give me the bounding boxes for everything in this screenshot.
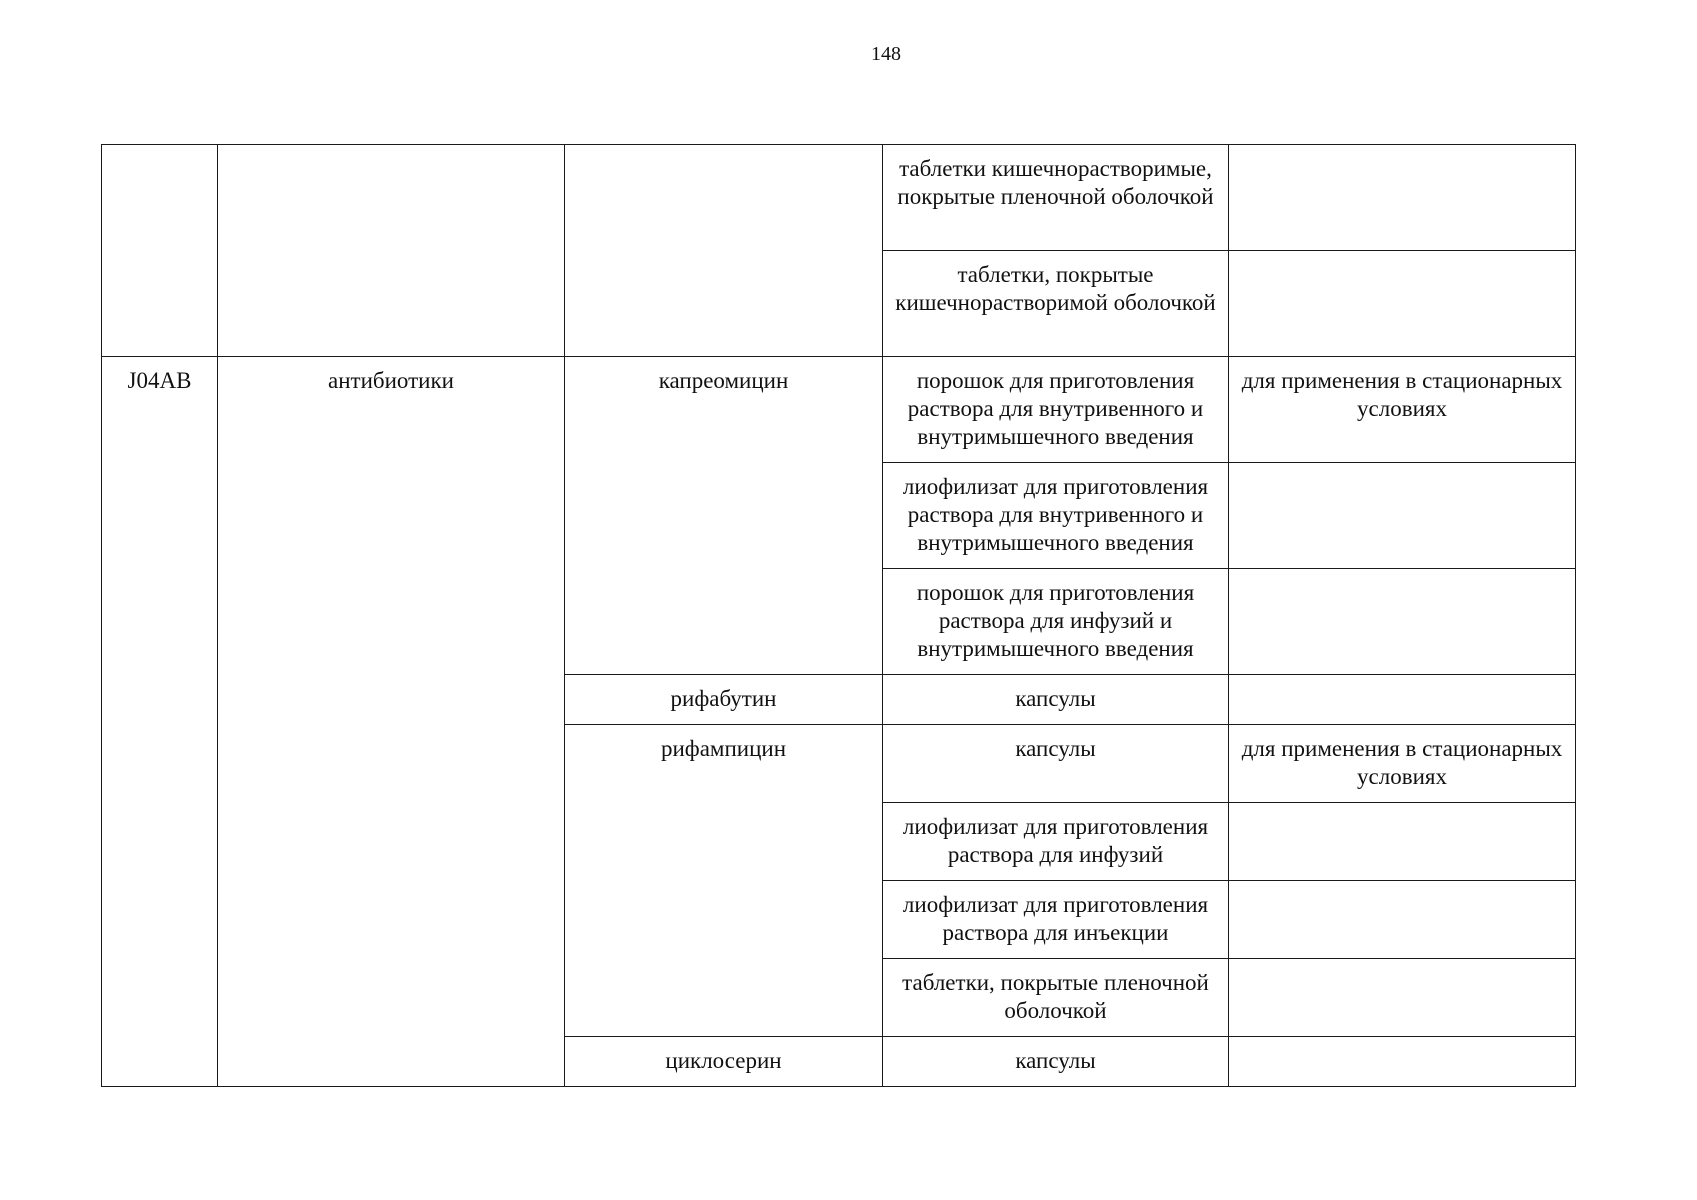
note-cell <box>1229 569 1576 675</box>
group-cell <box>218 145 565 357</box>
group-cell: антибиотики <box>218 357 565 1087</box>
note-cell: для применения в стационарных условиях <box>1229 725 1576 803</box>
dosage-form-cell: таблетки, покрытые пленочной оболочкой <box>883 959 1229 1037</box>
note-cell <box>1229 251 1576 357</box>
drug-name-cell <box>565 145 883 357</box>
table-row <box>102 357 1576 463</box>
note-cell <box>1229 145 1576 251</box>
dosage-form-cell: капсулы <box>883 725 1229 803</box>
dosage-form-cell: таблетки кишечнорастворимые, покрытые пленочной оболочкой <box>883 145 1229 251</box>
note-cell <box>1229 881 1576 959</box>
dosage-form-cell: лиофилизат для приготовления раствора для инъекции <box>883 881 1229 959</box>
medicines-table <box>101 144 1576 1087</box>
table-row <box>102 145 1576 251</box>
note-cell <box>1229 959 1576 1037</box>
atc-code-cell: J04AB <box>102 357 218 1087</box>
note-cell <box>1229 803 1576 881</box>
dosage-form-cell: лиофилизат для приготовления раствора для внутривенного и внутримышечного введения <box>883 463 1229 569</box>
drug-name-cell: рифабутин <box>565 675 883 725</box>
note-cell <box>1229 463 1576 569</box>
dosage-form-cell: таблетки, покрытые кишечнорастворимой оболочкой <box>883 251 1229 357</box>
drug-name-cell: рифампицин <box>565 725 883 1037</box>
drug-name-cell: циклосерин <box>565 1037 883 1087</box>
dosage-form-cell: капсулы <box>883 675 1229 725</box>
note-cell <box>1229 675 1576 725</box>
dosage-form-cell: лиофилизат для приготовления раствора для инфузий <box>883 803 1229 881</box>
dosage-form-cell: капсулы <box>883 1037 1229 1087</box>
atc-code-cell <box>102 145 218 357</box>
page-number: 148 <box>871 43 901 65</box>
dosage-form-cell: порошок для приготовления раствора для внутривенного и внутримышечного введения <box>883 357 1229 463</box>
note-cell: для применения в стационарных условиях <box>1229 357 1576 463</box>
dosage-form-cell: порошок для приготовления раствора для инфузий и внутримышечного введения <box>883 569 1229 675</box>
drug-name-cell: капреомицин <box>565 357 883 675</box>
note-cell <box>1229 1037 1576 1087</box>
